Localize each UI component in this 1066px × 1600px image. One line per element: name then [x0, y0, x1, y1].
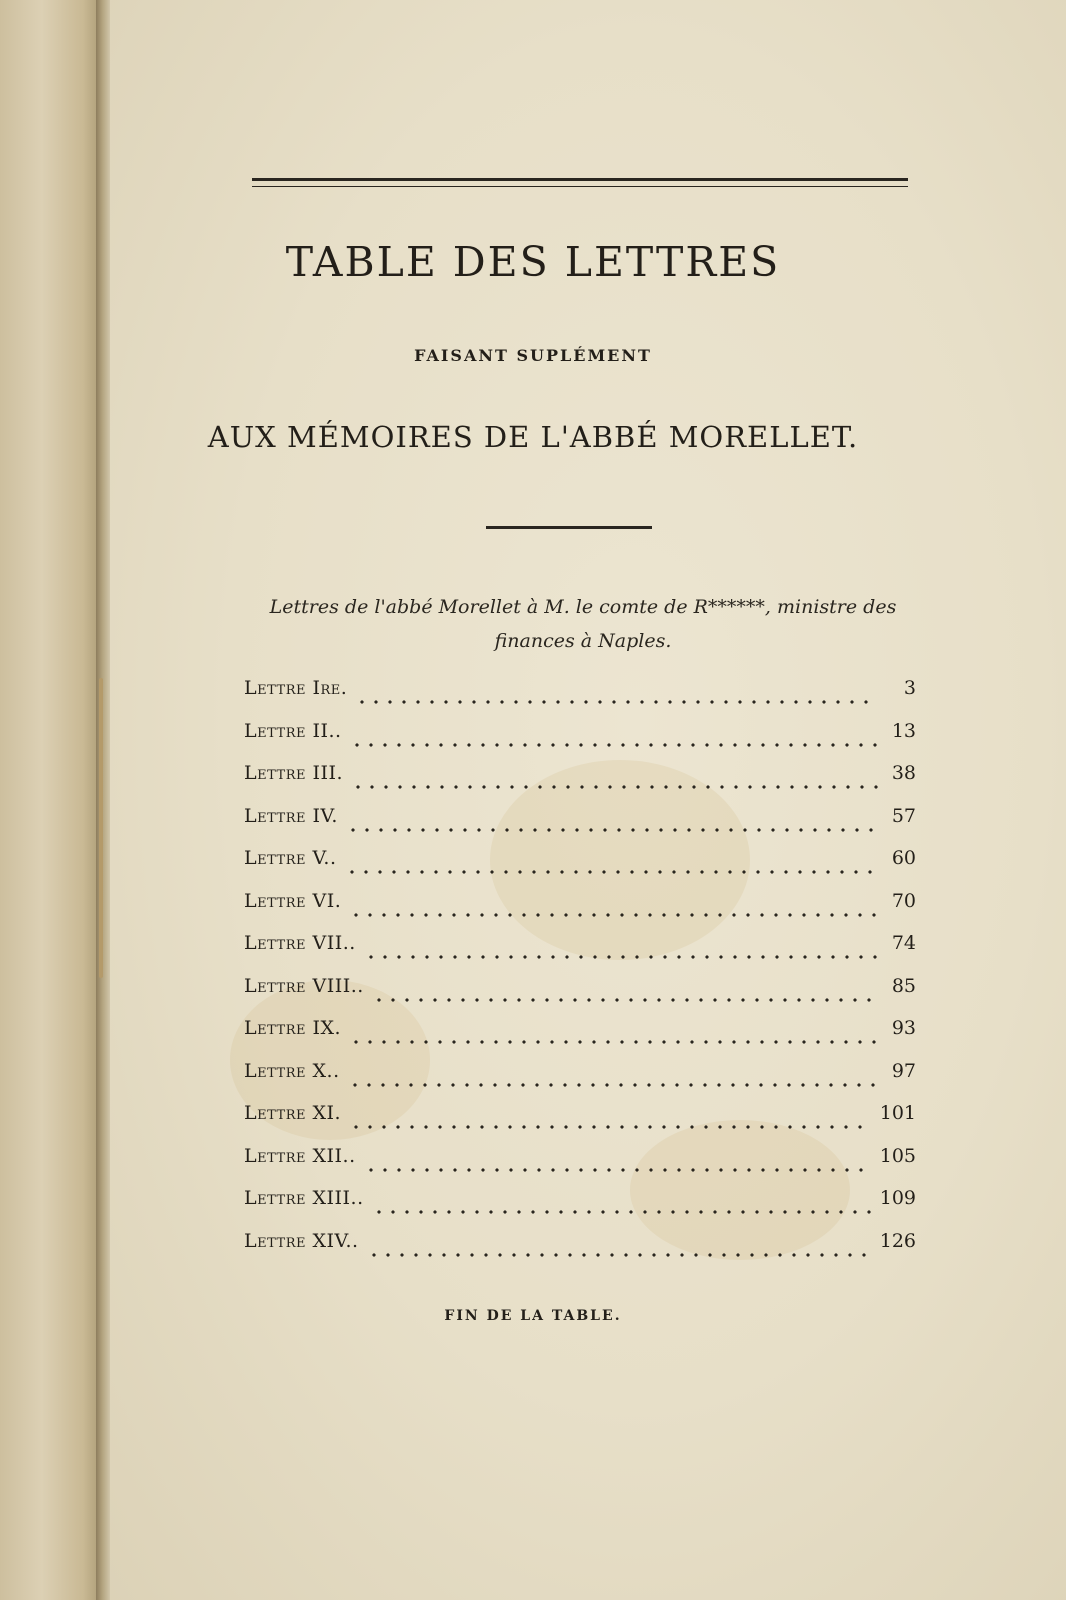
page-title-line2: AUX MÉMOIRES DE L'ABBÉ MORELLET. [207, 420, 859, 454]
toc-entry [244, 975, 916, 1018]
dot-leader [350, 743, 878, 747]
entry-page: 101 [879, 1102, 916, 1124]
toc-entry [244, 890, 916, 933]
dot-leader [364, 955, 878, 959]
dot-leader [345, 870, 879, 874]
entry-page: 126 [879, 1229, 916, 1252]
toc-entry [244, 847, 916, 890]
entry-page: 93 [891, 1017, 916, 1039]
entry-label: Lettre III. [244, 762, 344, 784]
entry-label: Lettre IX. [244, 1017, 342, 1039]
page-title: TABLE DES LETTRES [285, 238, 781, 286]
toc-entry [244, 1017, 916, 1060]
entry-page: 13 [891, 719, 916, 742]
entry-label: Lettre II.. [244, 719, 342, 742]
dot-leader [349, 1040, 878, 1044]
binding-thread [99, 678, 103, 978]
entry-label: Lettre V.. [244, 847, 337, 869]
entry-label: Lettre X.. [244, 1059, 340, 1082]
entry-page: 38 [891, 762, 916, 784]
entry-label: Lettre XII.. [244, 1144, 356, 1167]
toc-entry [244, 1187, 916, 1230]
entry-page: 97 [891, 1059, 916, 1082]
toc-entry [244, 1145, 916, 1188]
top-double-rule [252, 178, 908, 187]
entry-label: Lettre VII.. [244, 932, 356, 954]
dot-leader [372, 998, 878, 1002]
dot-leader [364, 1168, 872, 1172]
entry-page: 105 [879, 1144, 916, 1167]
dot-leader [351, 785, 878, 789]
entry-label: Lettre VI. [244, 889, 342, 912]
toc-entry [244, 720, 916, 763]
dot-leader [348, 1083, 878, 1087]
section-intro: Lettres de l'abbé Morellet à M. le comte de R******, ministre des finances à Naples. [269, 596, 897, 652]
dot-leader [349, 913, 878, 917]
page-subtitle: FAISANT SUPLÉMENT [414, 346, 652, 365]
entry-page: 57 [891, 804, 916, 827]
dot-leader [367, 1253, 872, 1257]
entry-page: 3 [903, 677, 916, 699]
entry-label: Lettre VIII.. [244, 974, 364, 997]
entry-label: Lettre XI. [244, 1102, 342, 1124]
entry-page: 70 [891, 889, 916, 912]
dot-leader [346, 828, 878, 832]
entry-label: Lettre Ire. [244, 677, 348, 699]
dot-leader [355, 700, 878, 704]
toc-entry [244, 805, 916, 848]
entry-label: Lettre XIV.. [244, 1229, 359, 1252]
toc-entry [244, 1230, 916, 1273]
entry-label: Lettre XIII.. [244, 1187, 364, 1209]
end-of-table-note: FIN DE LA TABLE. [444, 1308, 622, 1324]
toc-entry [244, 677, 916, 720]
toc-entry [244, 762, 916, 805]
entry-page: 60 [891, 847, 916, 869]
entry-label: Lettre IV. [244, 804, 338, 827]
dot-leader [349, 1125, 872, 1129]
toc-entry [244, 932, 916, 975]
entry-page: 109 [879, 1187, 916, 1209]
dot-leader [372, 1210, 872, 1214]
toc-entry [244, 1060, 916, 1103]
table-of-contents [244, 677, 916, 1272]
section-divider [486, 526, 652, 529]
entry-page: 85 [891, 974, 916, 997]
entry-page: 74 [891, 932, 916, 954]
toc-entry [244, 1102, 916, 1145]
